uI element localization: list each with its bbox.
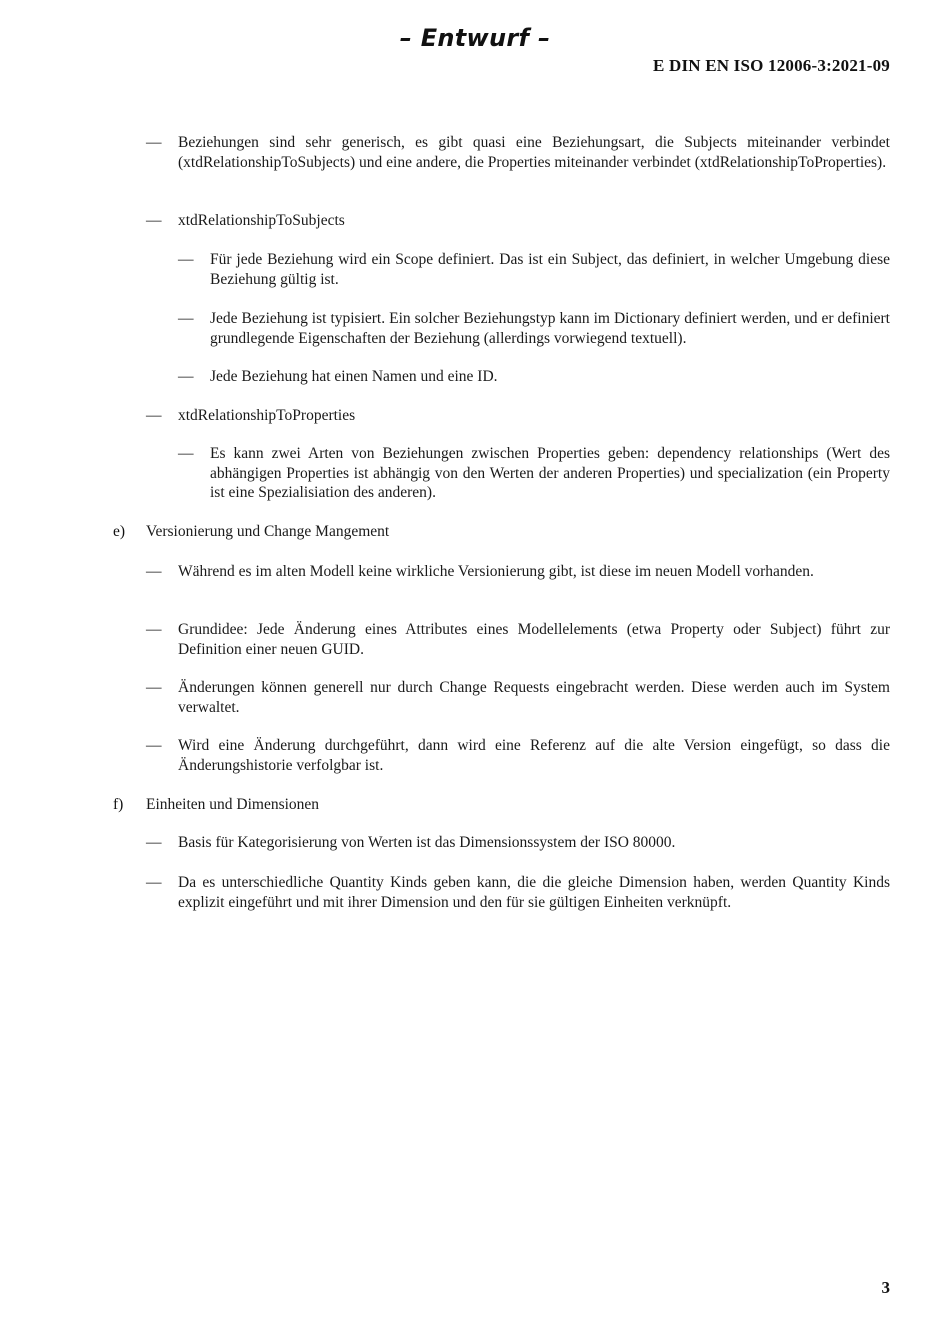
dash-marker: —	[178, 368, 194, 385]
dash-marker: —	[146, 679, 162, 696]
dash-marker: —	[146, 407, 162, 424]
page-number: 3	[881, 1278, 890, 1297]
dash-marker: —	[146, 621, 162, 638]
section-title-e: Versionierung und Change Mangement	[146, 523, 390, 540]
list-item: xtdRelationshipToSubjects	[178, 212, 345, 229]
list-item: Grundidee: Jede Änderung eines Attributes eines Modellelements (etwa Property oder Subject) führt zur Definition einer neuen GUID.	[178, 621, 890, 658]
dash-marker: —	[146, 874, 162, 891]
document-id: E DIN EN ISO 12006-3:2021-09	[652, 56, 890, 75]
dash-marker: —	[146, 212, 162, 229]
dash-marker: —	[146, 134, 162, 151]
list-letter-f: f)	[113, 796, 124, 813]
dash-marker: —	[146, 563, 162, 580]
list-item: Da es unterschiedliche Quantity Kinds geben kann, die die gleiche Dimension haben, werden Quantity Kinds explizit eingeführt und mit ihrer Dimension und den für sie gültigen Einheiten verknüpft.	[178, 874, 890, 911]
list-item: Es kann zwei Arten von Beziehungen zwischen Properties geben: dependency relationships (Wert des abhängigen Properties ist abhängig von den Werten der anderen Properties) und specialization (ein Property ist eine Spezialisiation des anderen).	[210, 445, 890, 501]
section-title-f: Einheiten und Dimensionen	[146, 796, 320, 813]
dash-marker: —	[178, 251, 194, 268]
dash-marker: —	[146, 737, 162, 754]
list-item: xtdRelationshipToProperties	[178, 407, 356, 424]
list-item: Jede Beziehung hat einen Namen und eine ID.	[210, 368, 498, 385]
list-item: Wird eine Änderung durchgeführt, dann wird eine Referenz auf die alte Version eingefügt, so dass die Änderungshistorie verfolgbar ist.	[178, 737, 890, 774]
list-item: Jede Beziehung ist typisiert. Ein solcher Beziehungstyp kann im Dictionary definiert werden, und er definiert grundlegende Eigenschaften der Beziehung (allerdings vorwiegend textuell).	[210, 310, 890, 347]
list-item: Für jede Beziehung wird ein Scope definiert. Das ist ein Subject, das definiert, in welcher Umgebung diese Beziehung gültig ist.	[210, 251, 890, 288]
dash-marker: —	[146, 834, 162, 851]
draft-label: – Entwurf –	[399, 24, 551, 52]
list-letter-e: e)	[113, 523, 126, 540]
list-item: Änderungen können generell nur durch Change Requests eingebracht werden. Diese werden auch im System verwaltet.	[178, 679, 890, 716]
list-item: Während es im alten Modell keine wirkliche Versionierung gibt, ist diese im neuen Modell vorhanden.	[178, 563, 814, 580]
list-item: Beziehungen sind sehr generisch, es gibt quasi eine Beziehungsart, die Subjects miteinander verbindet (xtdRelationshipToSubjects) und eine andere, die Properties miteinander verbindet (xtdRelationshipToProperties).	[178, 134, 890, 171]
list-item: Basis für Kategorisierung von Werten ist das Dimensionssystem der ISO 80000.	[178, 834, 676, 851]
dash-marker: —	[178, 310, 194, 327]
dash-marker: —	[178, 445, 194, 462]
